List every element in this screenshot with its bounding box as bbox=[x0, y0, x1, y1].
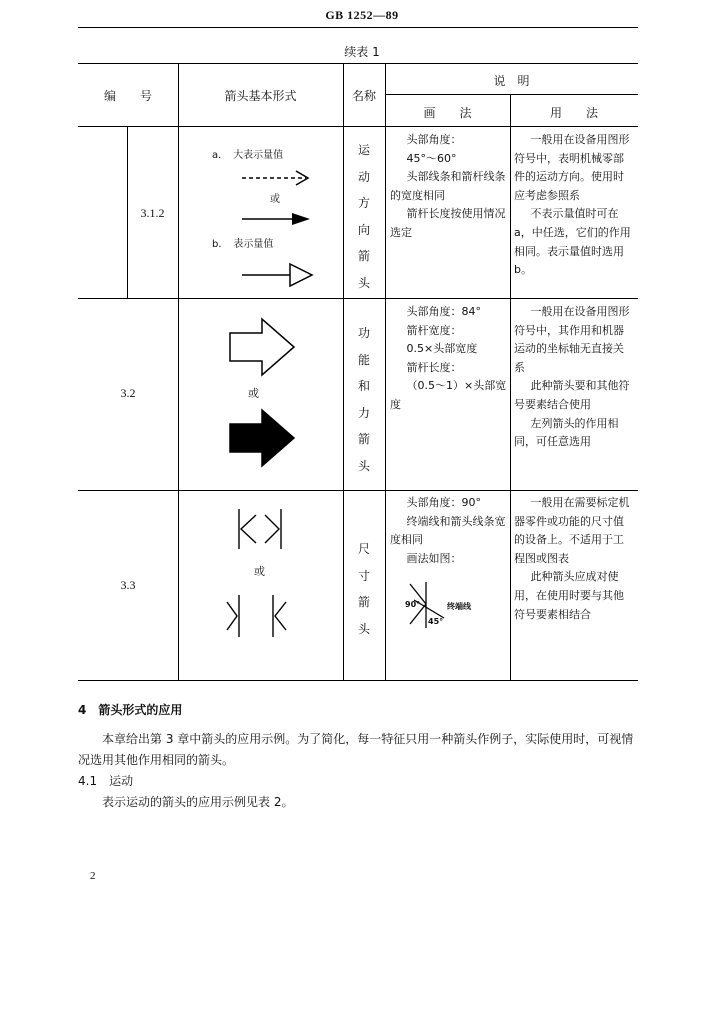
subsection-text: 表示运动的箭头的应用示例见表 2。 bbox=[102, 795, 294, 809]
drawing-text: 头部角度：84° 箭杆宽度： 0.5×头部宽度 箭杆长度： （0.5～1）×头部宽度 bbox=[390, 305, 507, 411]
row-name: 运 动 方 向 箭 头 bbox=[357, 143, 370, 290]
subsection-heading: 4.1 运动 bbox=[78, 774, 134, 788]
row-name: 功 能 和 力 箭 头 bbox=[357, 326, 370, 473]
form-label-or: 或 bbox=[270, 194, 280, 205]
open-triangle-arrow-icon bbox=[242, 264, 312, 286]
row-number: 3.3 bbox=[120, 578, 136, 592]
usage-text: 一般用在设备用图形符号中，其作用和机器运动的坐标轴无直接关系 此种箭头要和其他符号要素结合使用 左列箭头的作用相同，可任意选用 bbox=[514, 305, 630, 449]
standard-header: GB 1252—89 bbox=[325, 8, 399, 22]
header-usage: 用 法 bbox=[549, 106, 598, 120]
page-number: 2 bbox=[90, 870, 96, 882]
form-label-b: b． 表示量值 bbox=[212, 239, 274, 250]
solid-head-arrow-icon bbox=[242, 213, 310, 225]
header-description: 说 明 bbox=[493, 74, 530, 88]
figure-label-angle-bottom: 45° bbox=[428, 617, 444, 626]
row-number: 3.2 bbox=[120, 386, 136, 400]
section-heading: 4 箭头形式的应用 bbox=[78, 703, 183, 717]
outward-dimension-arrows-icon bbox=[227, 595, 286, 637]
figure-label-terminal-line: 终端线 bbox=[447, 602, 471, 611]
drawing-text: 头部角度： 45°～60° 头部线条和箭杆线条的宽度相同 箭杆长度按使用情况选定 bbox=[390, 133, 506, 239]
figure-label-angle-top: 90° bbox=[405, 600, 421, 609]
row-number: 3.1.2 bbox=[140, 206, 165, 220]
filled-block-arrow-icon bbox=[230, 410, 294, 466]
form-label-or: 或 bbox=[248, 387, 259, 400]
usage-text: 一般用在设备用图形符号中，表明机械零部件的运动方向。使用时应考虑参照系 不表示量值时可在a，中任选，它们的作用相同。表示量值时选用b。 bbox=[514, 133, 631, 277]
table-caption: 续表 1 bbox=[344, 45, 380, 59]
drawing-text: 头部角度：90° 终端线和箭头线条宽度相同 画法如图： bbox=[390, 496, 506, 565]
inward-dimension-arrows-icon bbox=[239, 509, 281, 549]
dimension-arrows-figure bbox=[225, 505, 295, 640]
header-number: 编 号 bbox=[103, 89, 152, 103]
header-name: 名称 bbox=[351, 89, 376, 103]
line-arrow-icon bbox=[242, 171, 308, 185]
hollow-block-arrow-icon bbox=[230, 319, 294, 375]
section-paragraph: 本章给出第 3 章中箭头的应用示例。为了简化，每一特征只用一种箭头作例子，实际使用时，可视情况选用其他作用相同的箭头。 bbox=[78, 732, 634, 767]
row-name: 尺 寸 箭 头 bbox=[357, 542, 370, 636]
motion-arrows-figure bbox=[230, 160, 340, 295]
header-form: 箭头基本形式 bbox=[224, 89, 297, 103]
form-label-a: a． 大表示量值 bbox=[212, 150, 284, 161]
header-drawing: 画 法 bbox=[423, 106, 472, 120]
form-label-or: 或 bbox=[254, 565, 265, 578]
header-rule bbox=[78, 27, 638, 28]
force-arrows-figure bbox=[228, 316, 303, 476]
usage-text: 一般用在需要标定机器零件或功能的尺寸值的设备上。不适用于工程图或图表 此种箭头应成对使用，在使用时要与其他符号要素相结合 bbox=[514, 496, 630, 621]
